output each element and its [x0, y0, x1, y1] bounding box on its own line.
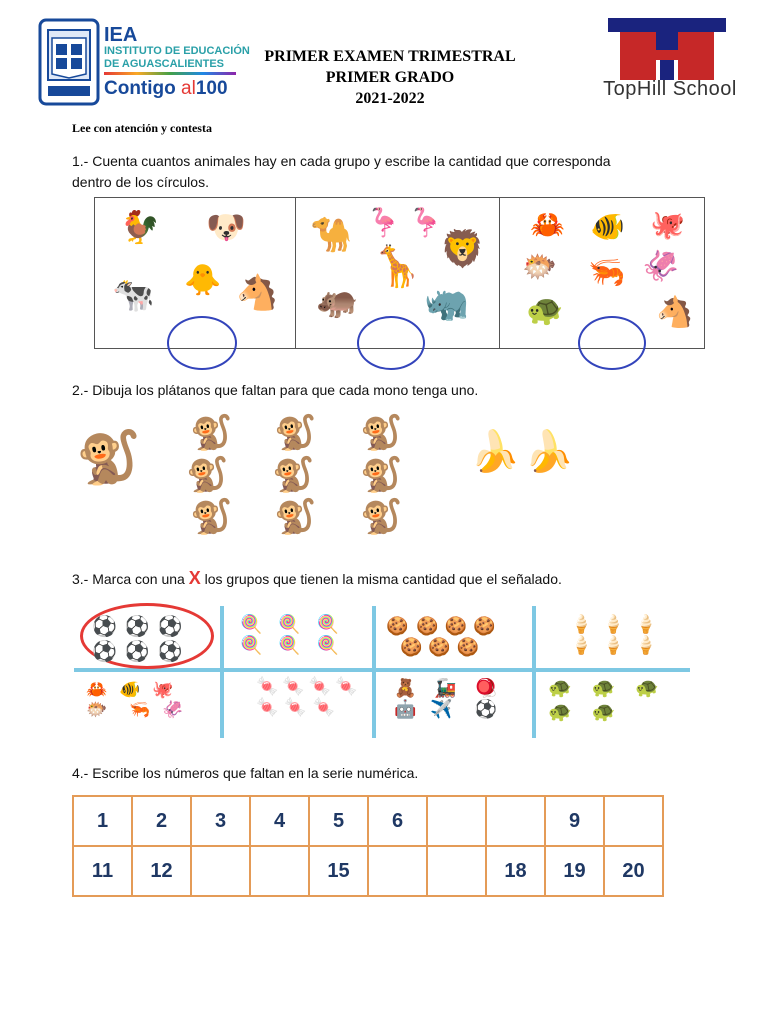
q2-text: 2.- Dibuja los plátanos que faltan para que cada mono tenga uno. [72, 382, 479, 398]
monkey-icon: 🐒 [274, 498, 317, 536]
series-cell[interactable]: 19 [545, 846, 604, 896]
shrimp-icon: 🦐 [129, 700, 151, 719]
q3-cell-sea[interactable] [86, 680, 216, 720]
series-cell[interactable]: 12 [132, 846, 191, 896]
monkey-icon: 🐒 [360, 498, 403, 536]
exam-year: 2021-2022 [355, 90, 425, 107]
seahorse-icon: 🐴 [656, 296, 694, 329]
series-cell[interactable] [486, 796, 545, 846]
iea-slogan [104, 78, 228, 100]
train-icon: 🚂 [434, 678, 457, 698]
teddy-bear-icon: 🧸 [394, 678, 417, 698]
cookie-icon: 🍪 [428, 637, 451, 657]
lollipop-icon: 🍭 [278, 614, 301, 634]
shrimp-icon: 🦐 [588, 256, 626, 289]
flamingo-icon: 🦩 [366, 207, 401, 238]
red-x-mark: X [188, 568, 201, 588]
series-cell[interactable]: 2 [132, 796, 191, 846]
soccer-ball-icon: ⚽ [124, 616, 150, 638]
soccer-ball-icon: ⚽ [157, 616, 183, 638]
q3-text-b: los grupos que tienen la misma cantidad que el señalado. [200, 571, 562, 587]
turtle-icon: 🐢 [635, 678, 660, 699]
q3-cell-icecream[interactable] [570, 614, 680, 656]
q3-cell-cookies[interactable] [386, 616, 526, 658]
ice-cream-icon: 🍦 [570, 614, 593, 634]
soccer-ball-icon: ⚽ [92, 616, 117, 638]
q3-cell-candies[interactable] [256, 676, 366, 718]
soccer-ball-icon: ⚽ [157, 641, 183, 663]
cookie-icon: 🍪 [444, 616, 468, 636]
q1-text-line1: 1.- Cuenta cuantos animales hay en cada grupo y escribe la cantidad que corresponda [72, 153, 611, 169]
iea-slogan-b: al [181, 78, 196, 99]
series-cell[interactable]: 18 [486, 846, 545, 896]
cow-icon: 🐄 [112, 276, 155, 314]
ball-icon: ⚽ [474, 699, 498, 719]
lollipop-icon: 🍭 [240, 635, 263, 655]
squid-icon: 🦑 [642, 250, 680, 283]
q3-cell-lollipops[interactable] [240, 614, 360, 656]
candy-icon: 🍬 [256, 676, 279, 696]
series-cell[interactable]: 6 [368, 796, 427, 846]
cookie-icon: 🍪 [473, 616, 496, 636]
airplane-icon: ✈️ [430, 699, 453, 719]
candy-icon: 🍬 [284, 697, 307, 717]
clownfish-icon: 🐠 [119, 680, 141, 699]
monkey-icon: 🐒 [360, 456, 403, 494]
giraffe-icon: 🦒 [372, 245, 422, 289]
cookie-icon: 🍪 [386, 616, 409, 636]
q4-text: 4.- Escribe los números que faltan en la serie numérica. [72, 765, 419, 781]
series-cell[interactable]: 9 [545, 796, 604, 846]
lollipop-icon: 🍭 [278, 635, 301, 655]
crab-icon: 🦀 [86, 680, 108, 699]
candy-icon: 🍬 [308, 676, 332, 696]
series-cell[interactable]: 11 [73, 846, 132, 896]
flamingo-icon: 🦩 [408, 207, 443, 238]
duck-icon: 🐥 [184, 264, 222, 297]
iea-slogan-c: 100 [195, 78, 228, 99]
hippo-icon: 🦛 [316, 282, 359, 320]
q3-cell-turtles[interactable] [548, 676, 688, 724]
turtle-icon: 🐢 [591, 678, 616, 699]
soccer-ball-icon: ⚽ [92, 641, 117, 663]
table-row [73, 846, 663, 896]
exam-grade: PRIMER GRADO [325, 69, 455, 86]
monkey-icon: 🐒 [190, 414, 233, 452]
series-cell[interactable] [427, 796, 486, 846]
pufferfish-icon: 🐡 [86, 700, 108, 719]
cookie-icon: 🍪 [416, 616, 439, 636]
iea-name-line2: DE AGUASCALIENTES [104, 58, 224, 70]
ice-cream-icon: 🍦 [634, 635, 658, 655]
dog-icon: 🐶 [206, 209, 246, 245]
q3-text-a: 3.- Marca con una [72, 571, 189, 587]
monkey-icon: 🐒 [274, 414, 317, 452]
q1-answer-circle-sea[interactable] [578, 316, 646, 370]
number-series-table [72, 795, 664, 897]
iea-acronym: IEA [104, 24, 138, 46]
series-cell[interactable]: 4 [250, 796, 309, 846]
horse-icon: 🐴 [236, 274, 279, 312]
ice-cream-icon: 🍦 [602, 635, 625, 655]
instructions: Lee con atención y contesta [72, 121, 212, 135]
q1-answer-circle-wild[interactable] [357, 316, 425, 370]
q3-cell-soccer[interactable] [92, 614, 202, 664]
school-name: TopHill School [603, 78, 737, 100]
q3-cell-toys[interactable] [394, 678, 534, 720]
robot-icon: 🤖 [394, 699, 417, 719]
tophill-logo [604, 16, 730, 82]
iea-logo [38, 18, 100, 106]
lollipop-icon: 🍭 [316, 614, 340, 634]
ice-cream-icon: 🍦 [570, 635, 593, 655]
series-cell[interactable]: 15 [309, 846, 368, 896]
camel-icon: 🐪 [310, 216, 353, 254]
turtle-icon: 🐢 [548, 702, 572, 723]
turtle-icon: 🐢 [591, 702, 616, 723]
series-cell[interactable]: 1 [73, 796, 132, 846]
octopus-icon: 🐙 [152, 680, 174, 699]
cookie-icon: 🍪 [400, 637, 423, 657]
turtle-icon: 🐢 [548, 678, 572, 699]
iea-name-line1: INSTITUTO DE EDUCACIÓN [104, 45, 250, 57]
monkey-icon: 🐒 [360, 414, 403, 452]
lion-icon: 🦁 [440, 228, 485, 269]
rhino-icon: 🦏 [424, 282, 469, 323]
series-cell[interactable]: 20 [604, 846, 663, 896]
table-row [73, 796, 663, 846]
crab-icon: 🦀 [530, 209, 565, 240]
q1-text-line2: dentro de los círculos. [72, 174, 209, 190]
series-cell[interactable] [191, 846, 250, 896]
candy-icon: 🍬 [282, 676, 305, 696]
monkey-icon: 🐒 [190, 498, 233, 536]
monkey-icon: 🐒 [186, 456, 229, 494]
series-cell[interactable]: 3 [191, 796, 250, 846]
series-cell[interactable]: 5 [309, 796, 368, 846]
monkey-icon: 🐒 [76, 429, 141, 487]
squid-icon: 🦑 [162, 700, 184, 719]
soccer-ball-icon: ⚽ [124, 641, 150, 663]
ice-cream-icon: 🍦 [634, 614, 658, 634]
rooster-icon: 🐓 [120, 209, 160, 245]
series-cell[interactable] [604, 796, 663, 846]
ice-cream-icon: 🍦 [602, 614, 625, 634]
iea-slogan-a: Contigo [104, 78, 176, 99]
banana-icon: 🍌 [524, 430, 574, 474]
octopus-icon: 🐙 [650, 209, 685, 240]
pufferfish-icon: 🐡 [522, 251, 557, 282]
series-cell[interactable] [427, 846, 486, 896]
exam-title: PRIMER EXAMEN TRIMESTRAL [264, 48, 516, 65]
clownfish-icon: 🐠 [590, 211, 625, 242]
monkey-icon: 🐒 [272, 456, 315, 494]
series-cell[interactable] [368, 846, 427, 896]
cookie-icon: 🍪 [456, 637, 480, 657]
lollipop-icon: 🍭 [316, 635, 340, 655]
q1-answer-circle-farm[interactable] [167, 316, 237, 370]
candy-icon: 🍬 [335, 676, 358, 696]
candy-icon: 🍬 [312, 697, 336, 717]
yoyo-icon: 🪀 [474, 678, 498, 698]
series-cell[interactable] [250, 846, 309, 896]
banana-icon: 🍌 [470, 430, 520, 474]
lollipop-icon: 🍭 [240, 614, 263, 634]
candy-icon: 🍬 [256, 697, 279, 717]
q3-text [72, 568, 562, 590]
turtle-icon: 🐢 [526, 294, 564, 327]
iea-color-stripe [104, 72, 236, 75]
